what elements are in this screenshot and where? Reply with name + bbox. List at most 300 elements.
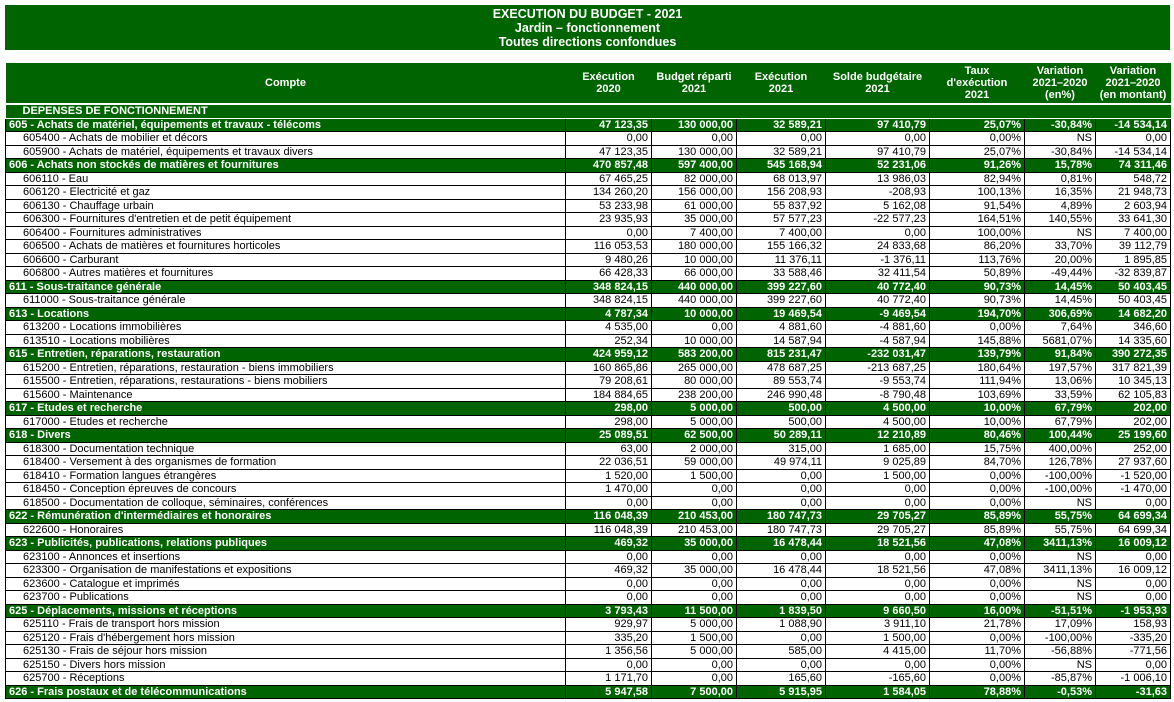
account-label: 611 - Sous-traitance générale xyxy=(6,280,566,294)
value-cell: 583 200,00 xyxy=(652,348,737,362)
account-label: 606 - Achats non stockés de matières et fournitures xyxy=(6,159,566,173)
value-cell: 84,70% xyxy=(930,456,1025,470)
value-cell: 210 453,00 xyxy=(652,523,737,537)
value-cell: 1 500,00 xyxy=(652,631,737,645)
value-cell: 0,00 xyxy=(652,591,737,605)
report-title xyxy=(5,5,1170,50)
group-row xyxy=(6,537,1171,551)
value-cell: 545 168,94 xyxy=(737,159,826,173)
value-cell: 20,00% xyxy=(1025,253,1096,267)
value-cell: 165,60 xyxy=(737,672,826,686)
value-cell: 0,00 xyxy=(1096,550,1171,564)
value-cell: 49 974,11 xyxy=(737,456,826,470)
value-cell: 134 260,20 xyxy=(566,186,652,200)
value-cell: 0,00 xyxy=(737,550,826,564)
value-cell: 0,00% xyxy=(930,321,1025,335)
value-cell: 0,00 xyxy=(566,591,652,605)
account-label: 623300 - Organisation de manifestations et expositions xyxy=(6,564,566,578)
value-cell: 67 465,25 xyxy=(566,172,652,186)
value-cell: -1 470,00 xyxy=(1096,483,1171,497)
value-cell: 14,45% xyxy=(1025,280,1096,294)
value-cell: 25,07% xyxy=(930,145,1025,159)
value-cell: 97 410,79 xyxy=(826,145,930,159)
title-line-1: EXECUTION DU BUDGET - 2021 xyxy=(492,7,683,21)
group-row xyxy=(6,510,1171,524)
value-cell: 0,00% xyxy=(930,496,1025,510)
value-cell: -85,87% xyxy=(1025,672,1096,686)
value-cell: 194,70% xyxy=(930,307,1025,321)
table-row xyxy=(6,375,1171,389)
account-label: 606300 - Fournitures d'entretien et de petit équipement xyxy=(6,213,566,227)
value-cell: 29 705,27 xyxy=(826,510,930,524)
value-cell: 12 210,89 xyxy=(826,429,930,443)
account-label: 606110 - Eau xyxy=(6,172,566,186)
group-row xyxy=(6,604,1171,618)
account-label: 606130 - Chauffage urbain xyxy=(6,199,566,213)
value-cell: 5 000,00 xyxy=(652,618,737,632)
value-cell: 0,81% xyxy=(1025,172,1096,186)
table-row xyxy=(6,334,1171,348)
account-label: 611000 - Sous-traitance générale xyxy=(6,294,566,308)
value-cell: 0,00% xyxy=(930,577,1025,591)
value-cell: NS xyxy=(1025,577,1096,591)
value-cell: 2 000,00 xyxy=(652,442,737,456)
table-row xyxy=(6,618,1171,632)
value-cell: 0,00 xyxy=(826,226,930,240)
value-cell: 399 227,60 xyxy=(737,294,826,308)
value-cell: 5 000,00 xyxy=(652,645,737,659)
value-cell: 0,00 xyxy=(826,591,930,605)
value-cell: 164,51% xyxy=(930,213,1025,227)
value-cell: 130 000,00 xyxy=(652,118,737,132)
value-cell: 1 584,05 xyxy=(826,685,930,699)
value-cell: 1 895,85 xyxy=(1096,253,1171,267)
value-cell: 3411,13% xyxy=(1025,537,1096,551)
value-cell: -208,93 xyxy=(826,186,930,200)
value-cell: 10 345,13 xyxy=(1096,375,1171,389)
account-label: 622 - Rémunération d'intermédiaires et honoraires xyxy=(6,510,566,524)
value-cell: 80,46% xyxy=(930,429,1025,443)
account-label: 625 - Déplacements, missions et réceptions xyxy=(6,604,566,618)
account-label: 618 - Divers xyxy=(6,429,566,443)
value-cell: 0,00% xyxy=(930,132,1025,146)
value-cell: 62 105,83 xyxy=(1096,388,1171,402)
value-cell: 16 009,12 xyxy=(1096,537,1171,551)
table-row xyxy=(6,388,1171,402)
value-cell: 0,00 xyxy=(737,496,826,510)
table-row xyxy=(6,591,1171,605)
value-cell: 11 376,11 xyxy=(737,253,826,267)
value-cell: 585,00 xyxy=(737,645,826,659)
value-cell: 4 500,00 xyxy=(826,402,930,416)
value-cell: 202,00 xyxy=(1096,415,1171,429)
value-cell: -9 469,54 xyxy=(826,307,930,321)
title-line-2: Jardin – fonctionnement xyxy=(514,21,661,35)
value-cell: 156 208,93 xyxy=(737,186,826,200)
value-cell: 100,13% xyxy=(930,186,1025,200)
value-cell: 97 410,79 xyxy=(826,118,930,132)
value-cell: 40 772,40 xyxy=(826,294,930,308)
value-cell: 929,97 xyxy=(566,618,652,632)
value-cell: 33 641,30 xyxy=(1096,213,1171,227)
value-cell: 0,00 xyxy=(566,658,652,672)
value-cell: 317 821,39 xyxy=(1096,361,1171,375)
value-cell: 3411,13% xyxy=(1025,564,1096,578)
account-label: 605 - Achats de matériel, équipements et travaux - télécoms xyxy=(6,118,566,132)
value-cell: 0,00 xyxy=(826,577,930,591)
value-cell: 158,93 xyxy=(1096,618,1171,632)
value-cell: 14 335,60 xyxy=(1096,334,1171,348)
value-cell: 66 428,33 xyxy=(566,267,652,281)
value-cell: 0,00 xyxy=(737,591,826,605)
value-cell: 4,89% xyxy=(1025,199,1096,213)
account-label: 617000 - Etudes et recherche xyxy=(6,415,566,429)
group-row xyxy=(6,429,1171,443)
table-row xyxy=(6,186,1171,200)
value-cell: 298,00 xyxy=(566,415,652,429)
account-label: 605400 - Achats de mobilier et décors xyxy=(6,132,566,146)
value-cell: 1 500,00 xyxy=(826,631,930,645)
value-cell: 90,73% xyxy=(930,294,1025,308)
value-cell: 0,00 xyxy=(1096,658,1171,672)
value-cell: 1 500,00 xyxy=(826,469,930,483)
table-row xyxy=(6,213,1171,227)
value-cell: 14 587,94 xyxy=(737,334,826,348)
table-row xyxy=(6,631,1171,645)
value-cell: 0,00 xyxy=(652,132,737,146)
value-cell: 15,75% xyxy=(930,442,1025,456)
value-cell: 184 884,65 xyxy=(566,388,652,402)
value-cell: 59 000,00 xyxy=(652,456,737,470)
value-cell: 346,60 xyxy=(1096,321,1171,335)
table-row xyxy=(6,550,1171,564)
value-cell: 0,00 xyxy=(566,226,652,240)
value-cell: 10,00% xyxy=(930,415,1025,429)
value-cell: 91,26% xyxy=(930,159,1025,173)
value-cell: 25 199,60 xyxy=(1096,429,1171,443)
value-cell: 14 682,20 xyxy=(1096,307,1171,321)
value-cell: 246 990,48 xyxy=(737,388,826,402)
value-cell: 82 000,00 xyxy=(652,172,737,186)
value-cell: -165,60 xyxy=(826,672,930,686)
value-cell: 57 577,23 xyxy=(737,213,826,227)
column-header: Exécution 2020 xyxy=(566,63,652,104)
account-label: 625110 - Frais de transport hors mission xyxy=(6,618,566,632)
value-cell: 0,00 xyxy=(652,483,737,497)
account-label: 625700 - Réceptions xyxy=(6,672,566,686)
column-header: Variation 2021–2020 (en montant) xyxy=(1096,63,1171,104)
value-cell: 16 478,44 xyxy=(737,537,826,551)
value-cell: -51,51% xyxy=(1025,604,1096,618)
account-label: 618300 - Documentation technique xyxy=(6,442,566,456)
value-cell: 47 123,35 xyxy=(566,118,652,132)
account-label: 623600 - Catalogue et imprimés xyxy=(6,577,566,591)
value-cell: 10,00% xyxy=(930,402,1025,416)
value-cell: 62 500,00 xyxy=(652,429,737,443)
table-row xyxy=(6,294,1171,308)
table-row xyxy=(6,469,1171,483)
value-cell: -8 790,48 xyxy=(826,388,930,402)
value-cell: 53 233,98 xyxy=(566,199,652,213)
account-label: 613 - Locations xyxy=(6,307,566,321)
value-cell: 18 521,56 xyxy=(826,537,930,551)
value-cell: 113,76% xyxy=(930,253,1025,267)
value-cell: 0,00 xyxy=(1096,496,1171,510)
value-cell: 35 000,00 xyxy=(652,564,737,578)
value-cell: NS xyxy=(1025,132,1096,146)
table-row xyxy=(6,321,1171,335)
value-cell: 197,57% xyxy=(1025,361,1096,375)
value-cell: 13 986,03 xyxy=(826,172,930,186)
value-cell: 91,54% xyxy=(930,199,1025,213)
value-cell: 16 009,12 xyxy=(1096,564,1171,578)
value-cell: 1 356,56 xyxy=(566,645,652,659)
value-cell: -335,20 xyxy=(1096,631,1171,645)
value-cell: 78,88% xyxy=(930,685,1025,699)
value-cell: 68 013,97 xyxy=(737,172,826,186)
value-cell: 11 500,00 xyxy=(652,604,737,618)
table-row xyxy=(6,267,1171,281)
account-label: 618410 - Formation langues étrangères xyxy=(6,469,566,483)
value-cell: 15,78% xyxy=(1025,159,1096,173)
value-cell: 440 000,00 xyxy=(652,294,737,308)
value-cell: 470 857,48 xyxy=(566,159,652,173)
value-cell: 424 959,12 xyxy=(566,348,652,362)
account-label: 606400 - Fournitures administratives xyxy=(6,226,566,240)
value-cell: -100,00% xyxy=(1025,469,1096,483)
value-cell: 440 000,00 xyxy=(652,280,737,294)
account-label: 605900 - Achats de matériel, équipements et travaux divers xyxy=(6,145,566,159)
value-cell: 13,06% xyxy=(1025,375,1096,389)
header-row xyxy=(6,63,1171,104)
value-cell: 180,64% xyxy=(930,361,1025,375)
value-cell: 39 112,79 xyxy=(1096,240,1171,254)
value-cell: -1 520,00 xyxy=(1096,469,1171,483)
account-label: 626 - Frais postaux et de télécommunications xyxy=(6,685,566,699)
value-cell: -1 006,10 xyxy=(1096,672,1171,686)
table-row xyxy=(6,132,1171,146)
column-header: Variation 2021–2020 (en%) xyxy=(1025,63,1096,104)
value-cell: 67,79% xyxy=(1025,402,1096,416)
value-cell: 64 699,34 xyxy=(1096,523,1171,537)
section-label: DEPENSES DE FONCTIONNEMENT xyxy=(6,104,1171,118)
value-cell: 7 400,00 xyxy=(737,226,826,240)
value-cell: 24 833,68 xyxy=(826,240,930,254)
value-cell: 32 589,21 xyxy=(737,145,826,159)
value-cell: 55,75% xyxy=(1025,523,1096,537)
value-cell: 82,94% xyxy=(930,172,1025,186)
value-cell: 66 000,00 xyxy=(652,267,737,281)
value-cell: 0,00 xyxy=(566,577,652,591)
value-cell: 145,88% xyxy=(930,334,1025,348)
account-label: 617 - Etudes et recherche xyxy=(6,402,566,416)
value-cell: -56,88% xyxy=(1025,645,1096,659)
group-row xyxy=(6,159,1171,173)
table-row xyxy=(6,361,1171,375)
value-cell: 55 837,92 xyxy=(737,199,826,213)
value-cell: 298,00 xyxy=(566,402,652,416)
value-cell: 5681,07% xyxy=(1025,334,1096,348)
table-row xyxy=(6,172,1171,186)
account-label: 606500 - Achats de matières et fournitures horticoles xyxy=(6,240,566,254)
value-cell: 0,00 xyxy=(652,577,737,591)
value-cell: -14 534,14 xyxy=(1096,145,1171,159)
account-label: 613510 - Locations mobilières xyxy=(6,334,566,348)
value-cell: 47 123,35 xyxy=(566,145,652,159)
value-cell: 100,00% xyxy=(930,226,1025,240)
value-cell: 0,00 xyxy=(1096,591,1171,605)
account-label: 615500 - Entretien, réparations, restaurations - biens mobiliers xyxy=(6,375,566,389)
column-header: Solde budgétaire 2021 xyxy=(826,63,930,104)
value-cell: 160 865,86 xyxy=(566,361,652,375)
account-label: 615200 - Entretien, réparations, restauration - biens immobiliers xyxy=(6,361,566,375)
value-cell: -0,53% xyxy=(1025,685,1096,699)
value-cell: 90,73% xyxy=(930,280,1025,294)
account-label: 606120 - Electricité et gaz xyxy=(6,186,566,200)
value-cell: NS xyxy=(1025,591,1096,605)
value-cell: 116 048,39 xyxy=(566,510,652,524)
group-row xyxy=(6,307,1171,321)
account-label: 606800 - Autres matières et fournitures xyxy=(6,267,566,281)
value-cell: 50 403,45 xyxy=(1096,280,1171,294)
group-row xyxy=(6,402,1171,416)
value-cell: 0,00 xyxy=(652,658,737,672)
value-cell: 18 521,56 xyxy=(826,564,930,578)
value-cell: 180 000,00 xyxy=(652,240,737,254)
value-cell: 32 411,54 xyxy=(826,267,930,281)
value-cell: 1 470,00 xyxy=(566,483,652,497)
value-cell: 1 500,00 xyxy=(652,469,737,483)
value-cell: 103,69% xyxy=(930,388,1025,402)
value-cell: 0,00 xyxy=(652,321,737,335)
value-cell: 61 000,00 xyxy=(652,199,737,213)
group-row xyxy=(6,118,1171,132)
value-cell: 85,89% xyxy=(930,523,1025,537)
value-cell: 80 000,00 xyxy=(652,375,737,389)
value-cell: 86,20% xyxy=(930,240,1025,254)
value-cell: 3 911,10 xyxy=(826,618,930,632)
table-row xyxy=(6,483,1171,497)
table-row xyxy=(6,564,1171,578)
value-cell: 0,00 xyxy=(826,132,930,146)
value-cell: 4 500,00 xyxy=(826,415,930,429)
value-cell: 32 589,21 xyxy=(737,118,826,132)
value-cell: 390 272,35 xyxy=(1096,348,1171,362)
value-cell: 33,59% xyxy=(1025,388,1096,402)
value-cell: -14 534,14 xyxy=(1096,118,1171,132)
value-cell: 16 478,44 xyxy=(737,564,826,578)
account-label: 623 - Publicités, publications, relations publiques xyxy=(6,537,566,551)
value-cell: 7 400,00 xyxy=(652,226,737,240)
table-row xyxy=(6,226,1171,240)
value-cell: -1 376,11 xyxy=(826,253,930,267)
section-row xyxy=(6,104,1171,118)
value-cell: 469,32 xyxy=(566,537,652,551)
value-cell: 139,79% xyxy=(930,348,1025,362)
value-cell: 5 000,00 xyxy=(652,402,737,416)
table-row xyxy=(6,199,1171,213)
value-cell: 64 699,34 xyxy=(1096,510,1171,524)
value-cell: 40 772,40 xyxy=(826,280,930,294)
account-label: 618450 - Conception épreuves de concours xyxy=(6,483,566,497)
table-row xyxy=(6,645,1171,659)
table-row xyxy=(6,415,1171,429)
value-cell: 548,72 xyxy=(1096,172,1171,186)
value-cell: 3 793,43 xyxy=(566,604,652,618)
value-cell: 17,09% xyxy=(1025,618,1096,632)
value-cell: 0,00% xyxy=(930,672,1025,686)
account-label: 625150 - Divers hors mission xyxy=(6,658,566,672)
value-cell: 21 948,73 xyxy=(1096,186,1171,200)
value-cell: 0,00 xyxy=(566,496,652,510)
value-cell: 0,00 xyxy=(566,132,652,146)
value-cell: 35 000,00 xyxy=(652,213,737,227)
value-cell: 0,00 xyxy=(737,469,826,483)
value-cell: 5 947,58 xyxy=(566,685,652,699)
value-cell: 19 469,54 xyxy=(737,307,826,321)
value-cell: 0,00 xyxy=(737,483,826,497)
value-cell: 0,00 xyxy=(737,132,826,146)
value-cell: 67,79% xyxy=(1025,415,1096,429)
value-cell: 315,00 xyxy=(737,442,826,456)
value-cell: 16,00% xyxy=(930,604,1025,618)
value-cell: 111,94% xyxy=(930,375,1025,389)
value-cell: -232 031,47 xyxy=(826,348,930,362)
value-cell: 25 089,51 xyxy=(566,429,652,443)
value-cell: 1 171,70 xyxy=(566,672,652,686)
value-cell: 100,44% xyxy=(1025,429,1096,443)
value-cell: 25,07% xyxy=(930,118,1025,132)
column-header: Exécution 2021 xyxy=(737,63,826,104)
value-cell: 7 400,00 xyxy=(1096,226,1171,240)
value-cell: 1 088,90 xyxy=(737,618,826,632)
value-cell: 0,00 xyxy=(737,631,826,645)
value-cell: 14,45% xyxy=(1025,294,1096,308)
value-cell: 252,00 xyxy=(1096,442,1171,456)
account-label: 606600 - Carburant xyxy=(6,253,566,267)
value-cell: 469,32 xyxy=(566,564,652,578)
value-cell: 116 053,53 xyxy=(566,240,652,254)
account-label: 623700 - Publications xyxy=(6,591,566,605)
value-cell: 33,70% xyxy=(1025,240,1096,254)
value-cell: 0,00 xyxy=(826,483,930,497)
value-cell: -9 553,74 xyxy=(826,375,930,389)
value-cell: 16,35% xyxy=(1025,186,1096,200)
value-cell: 74 311,46 xyxy=(1096,159,1171,173)
value-cell: 7 500,00 xyxy=(652,685,737,699)
value-cell: 335,20 xyxy=(566,631,652,645)
value-cell: 4 787,34 xyxy=(566,307,652,321)
value-cell: 0,00 xyxy=(1096,577,1171,591)
value-cell: 0,00 xyxy=(1096,132,1171,146)
column-header: Budget réparti 2021 xyxy=(652,63,737,104)
table-row xyxy=(6,658,1171,672)
value-cell: 156 000,00 xyxy=(652,186,737,200)
account-label: 625120 - Frais d'hébergement hors mission xyxy=(6,631,566,645)
value-cell: 0,00 xyxy=(652,496,737,510)
value-cell: 0,00 xyxy=(826,496,930,510)
value-cell: 4 881,60 xyxy=(737,321,826,335)
table-row xyxy=(6,496,1171,510)
account-label: 615600 - Maintenance xyxy=(6,388,566,402)
group-row xyxy=(6,280,1171,294)
value-cell: 47,08% xyxy=(930,564,1025,578)
budget-table xyxy=(5,63,1171,699)
table-row xyxy=(6,253,1171,267)
value-cell: 29 705,27 xyxy=(826,523,930,537)
value-cell: 0,00 xyxy=(566,550,652,564)
value-cell: 265 000,00 xyxy=(652,361,737,375)
